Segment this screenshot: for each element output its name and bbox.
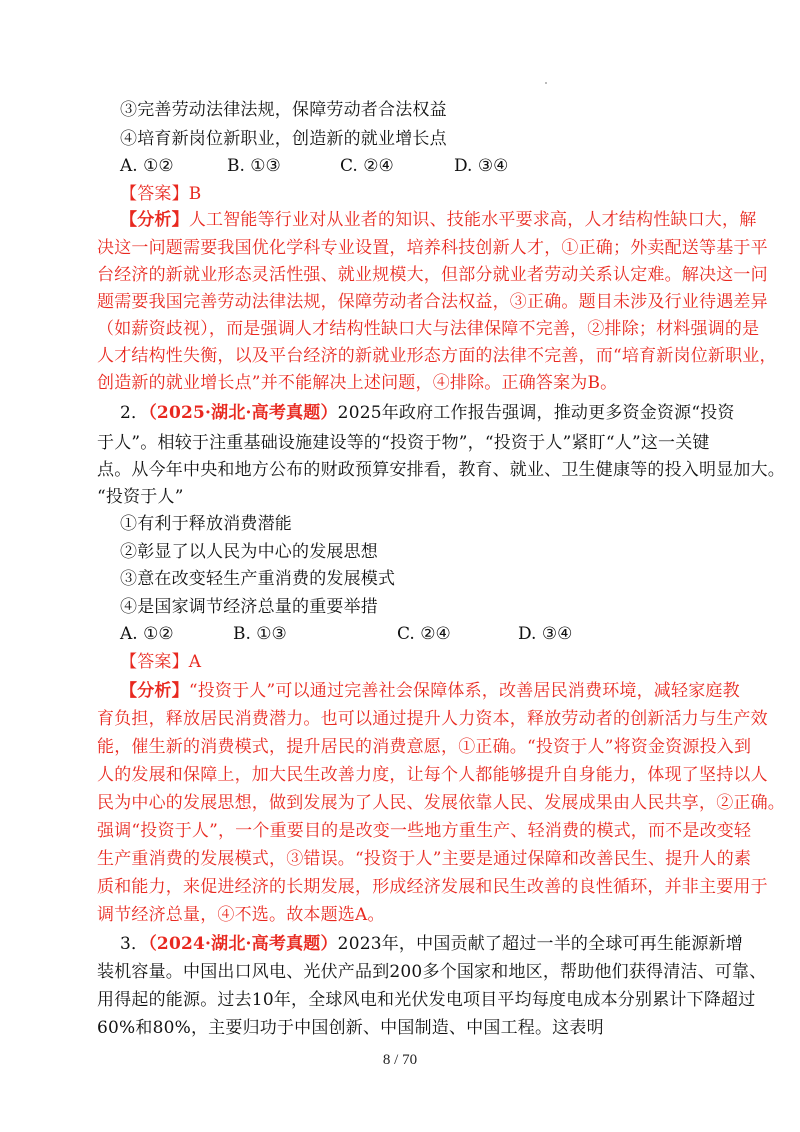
- scan-mark: [545, 82, 547, 84]
- q2-item-4: ④是国家调节经济总量的重要举措: [120, 597, 378, 617]
- q2-analysis-line-5: 民为中心的发展思想，做到发展为了人民、发展依靠人民、发展成果由人民共享，②正确。: [97, 793, 785, 813]
- q1-item-4: ④培育新岗位新职业，创造新的就业增长点: [120, 129, 447, 149]
- q3-stem-line-4: 60%和80%，主要归功于中国创新、中国制造、中国工程。这表明: [97, 1018, 604, 1038]
- q1-option-c: C. ②④: [340, 156, 394, 176]
- q2-analysis-line-7: 生产重消费的发展模式，③错误。“投资于人”主要是通过保障和改善民生、提升人的素: [97, 849, 752, 869]
- q2-analysis-line-6: 强调“投资于人”，一个重要目的是改变一些地方重生产、轻消费的模式，而不是改变轻: [97, 821, 752, 841]
- q2-analysis-line-1: 【分析】“投资于人”可以通过完善社会保障体系，改善居民消费环境，减轻家庭教: [120, 681, 740, 701]
- q3-source: （2024·湖北·高考真题）: [148, 934, 338, 954]
- q1-analysis-line-7: 创造新的就业增长点”并不能解决上述问题，④排除。正确答案为B。: [97, 373, 618, 393]
- page-number: 8 / 70: [382, 1052, 418, 1068]
- q2-option-a: A. ①②: [120, 624, 174, 644]
- q3-stem-line-3: 用得起的能源。过去10年，全球风电和光伏发电项目平均每度电成本分别累计下降超过: [97, 990, 756, 1010]
- q2-item-3: ③意在改变轻生产重消费的发展模式: [120, 569, 396, 589]
- q1-analysis-line-5: （如薪资歧视），而是强调人才结构性缺口大与法律保障不完善，②排除；材料强调的是: [97, 319, 760, 339]
- q2-stem-line-2: 于人”。相较于注重基础设施建设等的“投资于物”，“投资于人”紧盯“人”这一关键: [97, 433, 710, 453]
- q2-item-1: ①有利于释放消费潜能: [120, 514, 292, 534]
- q2-analysis-line-9: 调节经济总量，④不选。故本题选A。: [97, 905, 385, 925]
- q2-item-2: ②彰显了以人民为中心的发展思想: [120, 542, 378, 562]
- q1-item-3: ③完善劳动法律法规，保障劳动者合法权益: [120, 100, 447, 120]
- q2-stem-line-1: 2．（2025·湖北·高考真题）2025年政府工作报告强调，推动更多资金资源“投资: [120, 403, 735, 423]
- q1-answer: 【答案】B: [120, 184, 202, 204]
- q1-analysis-line-6: 人才结构性失衡，以及平台经济的新就业形态方面的法律不完善，而“培育新岗位新职业，: [97, 346, 777, 366]
- q2-analysis-line-2: 育负担，释放居民消费潜力。也可以通过提升人力资本，释放劳动者的创新活力与生产效: [97, 709, 768, 729]
- q1-option-b: B. ①③: [227, 156, 281, 176]
- q2-option-c: C. ②④: [397, 624, 451, 644]
- q3-number: 3．: [120, 934, 149, 954]
- q1-option-d: D. ③④: [454, 156, 509, 176]
- q2-analysis-line-8: 质和能力，来促进经济的长期发展，形成经济发展和民生改善的良性循环，并非主要用于: [97, 877, 768, 897]
- q3-stem-line-2: 装机容量。中国出口风电、光伏产品到200多个国家和地区，帮助他们获得清洁、可靠、: [97, 962, 767, 982]
- q2-answer: 【答案】A: [120, 652, 202, 672]
- q1-analysis-line-3: 台经济的新就业形态灵活性强、就业规模大，但部分就业者劳动关系认定难。解决这一问: [97, 265, 768, 285]
- q2-analysis-line-4: 人的发展和保障上，加大民生改善力度，让每个人都能够提升自身能力，体现了坚持以人: [97, 765, 768, 785]
- q1-analysis-line-4: 题需要我国完善劳动法律法规，保障劳动者合法权益，③正确。题目未涉及行业待遇差异: [97, 292, 768, 312]
- q2-stem-line-4: “投资于人”: [97, 487, 184, 507]
- q2-analysis-line-3: 能，催生新的消费模式，提升居民的消费意愿，①正确。“投资于人”将资金资源投入到: [97, 737, 752, 757]
- q1-option-a: A. ①②: [120, 156, 174, 176]
- q2-option-b: B. ①③: [233, 624, 287, 644]
- q2-stem-line-3: 点。从今年中央和地方公布的财政预算安排看，教育、就业、卫生健康等的投入明显加大。: [97, 460, 785, 480]
- q3-stem-line-1: 3．（2024·湖北·高考真题）2023年，中国贡献了超过一半的全球可再生能源新增: [120, 934, 743, 954]
- q2-option-d: D. ③④: [518, 624, 573, 644]
- q1-analysis-label: 【分析】: [120, 210, 189, 230]
- q2-source: （2025·湖北·高考真题）: [148, 403, 338, 423]
- q1-analysis-line-2: 决这一问题需要我国优化学科专业设置，培养科技创新人才，①正确；外卖配送等基于平: [97, 238, 768, 258]
- q2-number: 2．: [120, 403, 149, 423]
- q1-analysis-line-1: 【分析】人工智能等行业对从业者的知识、技能水平要求高，人才结构性缺口大，解: [120, 210, 757, 230]
- q2-analysis-label: 【分析】: [120, 681, 189, 701]
